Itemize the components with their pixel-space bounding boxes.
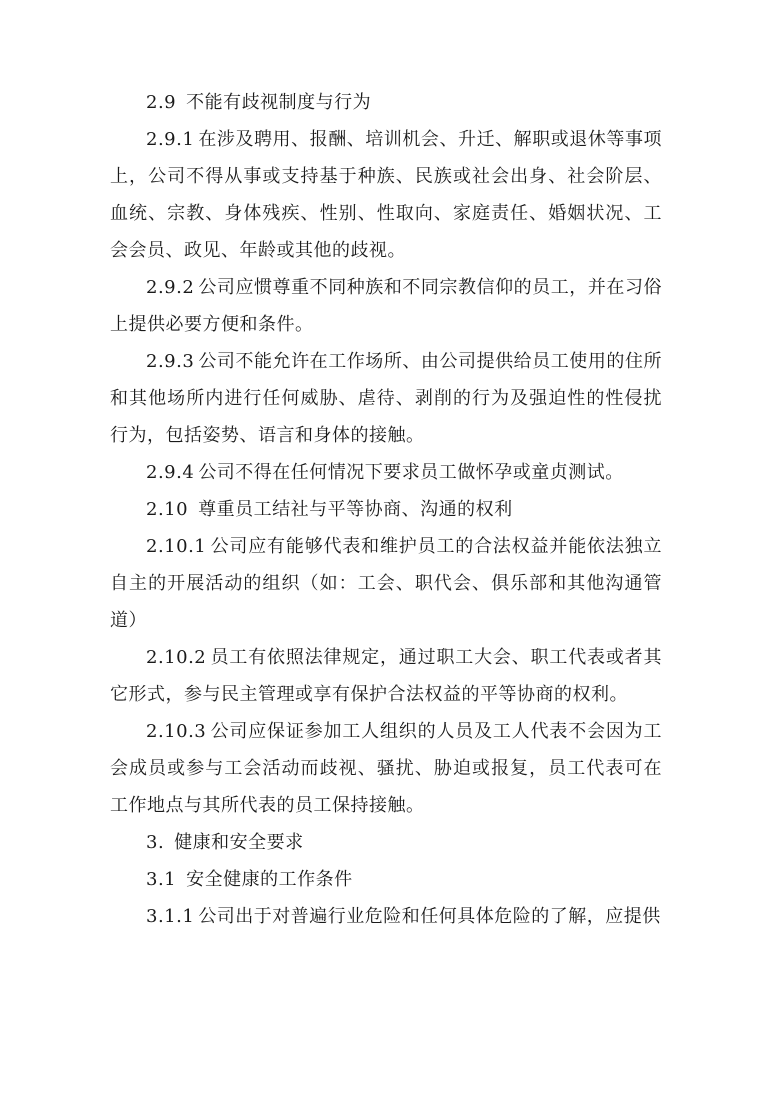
clause-2-10-3 bbox=[110, 713, 662, 824]
section-heading-2-10 bbox=[110, 491, 662, 528]
clause-text: 公司应惯尊重不同种族和不同宗教信仰的员工，并在习俗上提供必要方便和条件。 bbox=[110, 277, 662, 335]
section-heading-2-9 bbox=[110, 84, 662, 121]
clause-number: 3.1.1 bbox=[146, 906, 195, 927]
document-body bbox=[110, 84, 662, 935]
section-title: 尊重员工结社与平等协商、沟通的权利 bbox=[198, 499, 513, 520]
clause-text: 公司不得在任何情况下要求员工做怀孕或童贞测试。 bbox=[198, 462, 624, 483]
clause-text: 公司应保证参加工人组织的人员及工人代表不会因为工会成员或参与工会活动而歧视、骚扰、胁迫或报复，员工代表可在工作地点与其所代表的员工保持接触。 bbox=[110, 721, 662, 816]
clause-text: 员工有依照法律规定，通过职工大会、职工代表或者其它形式，参与民主管理或享有保护合法权益的平等协商的权利。 bbox=[110, 647, 662, 705]
clause-text: 公司出于对普遍行业危险和任何具体危险的了解，应提供 bbox=[198, 906, 661, 927]
clause-number: 2.9.3 bbox=[146, 351, 195, 372]
section-number: 2.10 bbox=[146, 499, 189, 520]
clause-3-1-1 bbox=[110, 898, 662, 935]
section-heading-3 bbox=[110, 824, 662, 861]
clause-text: 公司不能允许在工作场所、由公司提供给员工使用的住所和其他场所内进行任何威胁、虐待、剥削的行为及强迫性的性侵扰行为，包括姿势、语言和身体的接触。 bbox=[110, 351, 662, 446]
clause-2-9-2 bbox=[110, 269, 662, 343]
clause-number: 2.10.3 bbox=[146, 721, 207, 742]
section-title: 健康和安全要求 bbox=[174, 832, 304, 853]
section-title: 安全健康的工作条件 bbox=[186, 869, 353, 890]
clause-2-9-1 bbox=[110, 121, 662, 269]
clause-text: 公司应有能够代表和维护员工的合法权益并能依法独立自主的开展活动的组织（如：工会、职代会、俱乐部和其他沟通管道） bbox=[110, 536, 662, 631]
clause-number: 2.10.2 bbox=[146, 647, 207, 668]
section-heading-3-1 bbox=[110, 861, 662, 898]
clause-number: 2.10.1 bbox=[146, 536, 207, 557]
section-number: 2.9 bbox=[146, 92, 177, 113]
clause-number: 2.9.1 bbox=[146, 129, 195, 150]
clause-text: 在涉及聘用、报酬、培训机会、升迁、解职或退休等事项上，公司不得从事或支持基于种族、民族或社会出身、社会阶层、血统、宗教、身体残疾、性别、性取向、家庭责任、婚姻状况、工会会员、政见、年龄或其他的歧视。 bbox=[110, 129, 662, 261]
section-title: 不能有歧视制度与行为 bbox=[186, 92, 372, 113]
section-number: 3. bbox=[146, 832, 165, 853]
clause-2-10-2 bbox=[110, 639, 662, 713]
section-number: 3.1 bbox=[146, 869, 177, 890]
clause-number: 2.9.4 bbox=[146, 462, 195, 483]
clause-2-10-1 bbox=[110, 528, 662, 639]
clause-2-9-3 bbox=[110, 343, 662, 454]
clause-number: 2.9.2 bbox=[146, 277, 195, 298]
clause-2-9-4 bbox=[110, 454, 662, 491]
